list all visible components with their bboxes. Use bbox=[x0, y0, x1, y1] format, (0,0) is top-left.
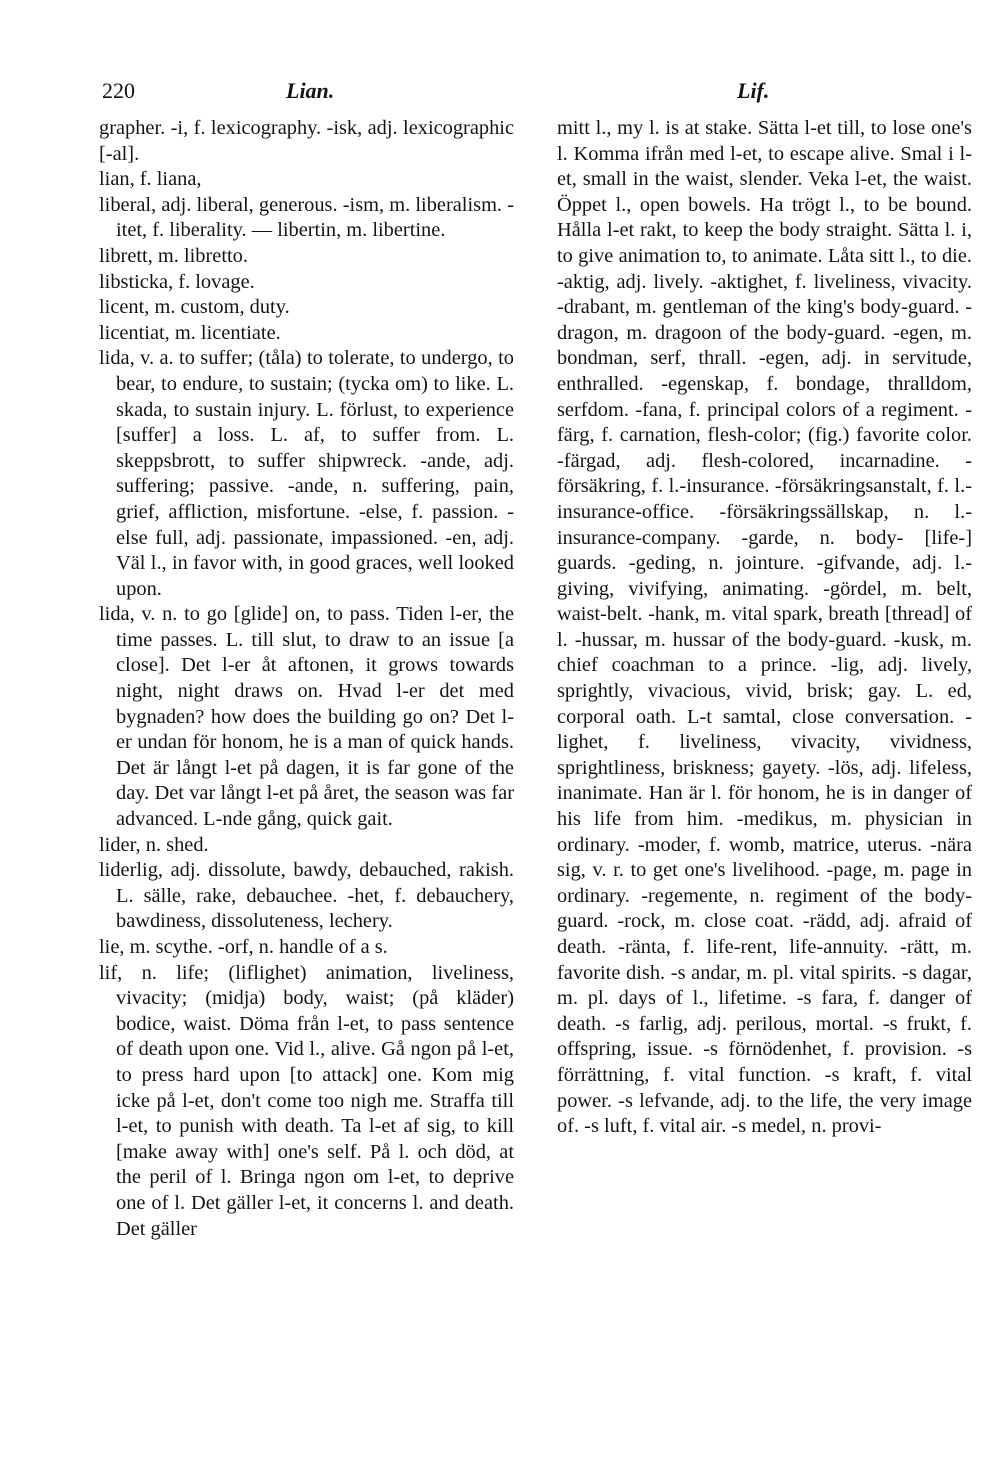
right-column bbox=[557, 116, 972, 1140]
dictionary-entry: liderlig, adj. dissolute, bawdy, debauched, rakish. L. sälle, rake, debauchee. -het, f. debauchery, bawdiness, dissoluteness, lechery. bbox=[99, 859, 514, 933]
left-column bbox=[99, 116, 514, 1242]
dictionary-entry: licentiat, m. licentiate. bbox=[99, 321, 281, 344]
dictionary-entry: lider, n. shed. bbox=[99, 833, 209, 856]
page-header bbox=[0, 78, 992, 112]
dictionary-entry: licent, m. custom, duty. bbox=[99, 296, 290, 319]
dictionary-entry: lida, v. n. to go [glide] on, to pass. Tiden l-er, the time passes. L. till slut, to draw to an issue [a close]. Det l-er åt aftonen, it grows towards night, night draws on. Hvad l-er det med bygnaden? how does the building go on? Det l-er undan för honom, he is a man of quick hands. Det är långt l-et på dagen, it is far gone of the day. Det var långt l-et på året, the season was far advanced. L-nde gång, quick gait. bbox=[99, 603, 514, 831]
dictionary-entry: libsticka, f. lovage. bbox=[99, 270, 255, 293]
dictionary-entry: liberal, adj. liberal, generous. -ism, m. liberalism. -itet, f. liberality. — libertin, m. libertine. bbox=[99, 193, 514, 242]
entry-continuation: grapher. -i, f. lexicography. -isk, adj. lexicographic [-al]. bbox=[99, 117, 514, 165]
dictionary-entry: librett, m. libretto. bbox=[99, 244, 248, 267]
entry-continuation: mitt l., my l. is at stake. Sätta l-et till, to lose one's l. Komma ifrån med l-et, to escape alive. Smal i l-et, small in the waist, slender. Veka l-et, the waist. Öppet l., open bowels. Ha trögt l., to be bound. Hålla l-et rakt, to keep the body straight. Sätta l. i, to give animation to, to animate. Låta sitt l., to die. -aktig, adj. lively. -aktighet, f. liveliness, vivacity. -drabant, m. gentleman of the king's body-guard. -dragon, m. dragoon of the body-guard. -egen, m. bondman, serf, thrall. -egen, adj. in servitude, enthralled. -egenskap, f. bondage, thralldom, serfdom. -fana, f. principal colors of a regiment. -färg, f. carnation, flesh-color; (fig.) favorite color. -färgad, adj. flesh-colored, incarnadine. -försäkring, f. l.-insurance. -försäkringsanstalt, f. l.-insurance-office. -försäkringssällskap, n. l.-insurance-company. -garde, n. body- [life-] guards. -geding, n. jointure. -gifvande, adj. l.-giving, vivifying, animating. -gördel, m. belt, waist-belt. -hank, m. vital spark, breath [thread] of l. -hussar, m. hussar of the body-guard. -kusk, m. chief coachman to a prince. -lig, adj. lively, sprightly, vivacious, vivid, brisk; gay. L. ed, corporal oath. L-t samtal, close conversation. -lighet, f. liveliness, vivacity, vividness, sprightliness, briskness; gayety. -lös, adj. lifeless, inanimate. Han är l. för honom, he is in danger of his life from him. -medikus, m. physician in ordinary. -moder, f. womb, matrice, uterus. -nära sig, v. r. to get one's livelihood. -page, m. page in ordinary. -regemente, n. regiment of the body-guard. -rock, m. close coat. -rädd, adj. afraid of death. -ränta, f. life-rent, life-annuity. -rätt, m. favorite dish. -s andar, m. pl. vital spirits. -s dagar, m. pl. days of l., lifetime. -s fara, f. danger of death. -s farlig, adj. perilous, mortal. -s frukt, f. offspring, issue. -s förnödenhet, f. provision. -s förrättning, f. vital function. -s kraft, f. vital power. -s lefvande, adj. to the life, the very image of. -s luft, f. vital air. -s medel, n. provi- bbox=[557, 117, 972, 1138]
dictionary-entry: lie, m. scythe. -orf, n. handle of a s. bbox=[99, 936, 388, 958]
dictionary-entry: lida, v. a. to suffer; (tåla) to tolerate, to undergo, to bear, to endure, to sustain; (tycka om) to like. L. skada, to sustain injury. L. förlust, to experience [suffer] a loss. L. af, to suffer from. L. skeppsbrott, to suffer shipwreck. -ande, adj. suffering; passive. -ande, n. suffering, pain, grief, affliction, misfortune. -else, f. passion. -else full, adj. passionate, impassioned. -en, adj. Väl l., in favor with, in good graces, well looked upon. bbox=[99, 347, 514, 600]
running-head-left: Lian. bbox=[286, 78, 335, 103]
dictionary-entry: lian, f. liana, bbox=[99, 168, 202, 191]
running-head-right: Lif. bbox=[737, 78, 770, 103]
dictionary-entry: lif, n. life; (liflighet) animation, liveliness, vivacity; (midja) body, waist; (på kläder) bodice, waist. Döma från l-et, to pass sentence of death upon one. Vid l., alive. Gå ngon på l-et, to press hard upon [to attack] one. Kom mig icke på l-et, don't come too nigh me. Straffa till l-et, to punish with death. Ta l-et af sig, to kill [make away with] one's self. På l. och död, at the peril of l. Bringa ngon om l-et, to deprive one of l. Det gäller l-et, it concerns l. and death. Det gäller bbox=[99, 961, 514, 1240]
page-number: 220 bbox=[102, 78, 135, 103]
